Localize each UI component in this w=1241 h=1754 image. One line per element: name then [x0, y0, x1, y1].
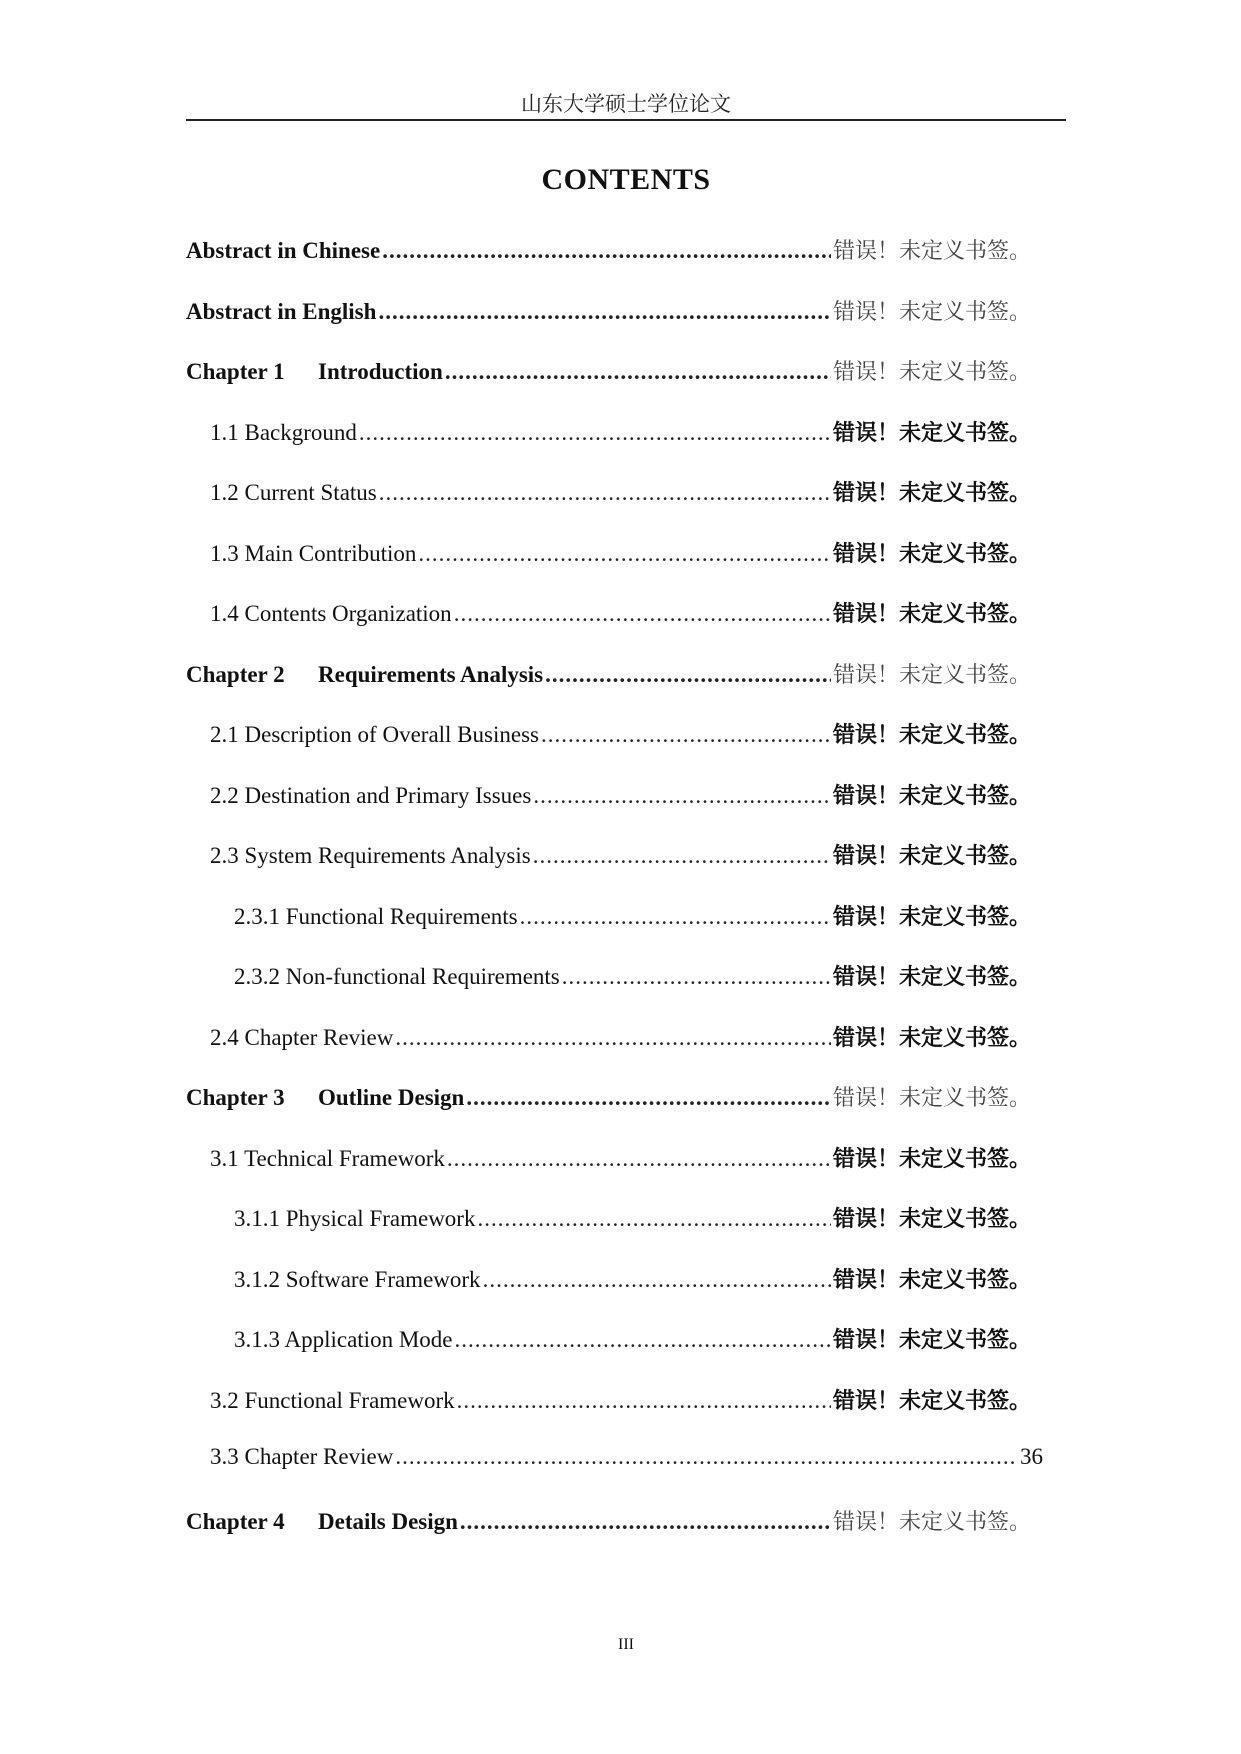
toc-entry-text: 3.1.1 Physical Framework	[234, 1206, 476, 1231]
toc-dot-leader	[533, 783, 831, 809]
toc-entry-label	[210, 420, 357, 446]
toc-page-ref: 错误！未定义书签。	[832, 239, 1031, 264]
toc-entry-label	[210, 1146, 445, 1172]
header-rule	[186, 119, 1066, 121]
toc-entry[interactable]	[234, 960, 1031, 994]
toc-dot-leader	[545, 662, 831, 688]
toc-page-ref: 错误！未定义书签。	[832, 663, 1031, 688]
toc-entry[interactable]	[210, 597, 1031, 631]
toc-entry[interactable]	[186, 1081, 1031, 1115]
toc-entry-label	[210, 722, 539, 748]
toc-chapter-number: Chapter 3	[186, 1085, 285, 1110]
toc-entry-label	[234, 1206, 475, 1232]
toc-entry[interactable]	[210, 1021, 1031, 1055]
toc-dot-leader	[359, 420, 831, 446]
toc-entry-text: Outline Design	[318, 1085, 465, 1110]
toc-entry[interactable]	[186, 295, 1031, 329]
toc-page-ref: 错误！未定义书签。	[832, 1026, 1031, 1051]
toc-dot-leader	[533, 843, 831, 869]
toc-title: CONTENTS	[541, 163, 711, 196]
toc-dot-leader	[447, 1146, 831, 1172]
toc-entry-label	[186, 1085, 464, 1111]
toc-entry-text: Abstract in English	[186, 299, 377, 324]
toc-entry-label	[186, 299, 376, 325]
toc-entry-text: 3.1.2 Software Framework	[234, 1267, 481, 1292]
toc-entry[interactable]	[186, 355, 1031, 389]
toc-entry[interactable]	[210, 416, 1031, 450]
toc-entry-label	[210, 783, 531, 809]
toc-dot-leader	[395, 1025, 831, 1051]
toc-entry-text: 2.2 Destination and Primary Issues	[210, 783, 532, 808]
toc-entry-label	[234, 904, 518, 930]
toc-page-ref: 错误！未定义书签。	[832, 1268, 1031, 1293]
toc-dot-leader	[445, 359, 831, 385]
toc-dot-leader	[454, 601, 831, 627]
toc-entry-text: Details Design	[318, 1509, 458, 1534]
toc-entry[interactable]	[210, 839, 1031, 873]
toc-entry-text: 1.4 Contents Organization	[210, 601, 452, 626]
toc-page-ref: 错误！未定义书签。	[832, 360, 1031, 385]
toc-page-ref: 错误！未定义书签。	[832, 1086, 1031, 1111]
toc-page-ref: 错误！未定义书签。	[832, 602, 1031, 627]
page-number: III	[618, 1636, 634, 1653]
toc-page-ref: 错误！未定义书签。	[832, 1389, 1031, 1414]
toc-page-ref: 36	[1020, 1444, 1043, 1469]
toc-entry-label	[210, 1025, 393, 1051]
toc-entry-text: Introduction	[318, 359, 443, 384]
toc-entry-label	[234, 1267, 481, 1293]
toc-dot-leader	[466, 1085, 831, 1111]
toc-entry-text: 3.3 Chapter Review	[210, 1444, 394, 1469]
toc-entry[interactable]	[186, 234, 1031, 268]
toc-dot-leader	[477, 1206, 831, 1232]
toc-entry-label	[210, 601, 452, 627]
toc-page-ref: 错误！未定义书签。	[832, 723, 1031, 748]
toc-dot-leader	[378, 299, 831, 325]
toc-dot-leader	[520, 904, 831, 930]
toc-entry-text: 1.3 Main Contribution	[210, 541, 417, 566]
toc-entry[interactable]	[210, 1444, 1043, 1478]
toc-page-ref: 错误！未定义书签。	[832, 1147, 1031, 1172]
toc-entry[interactable]	[186, 1505, 1031, 1539]
toc-entry[interactable]	[234, 1323, 1031, 1357]
toc-entry-text: Requirements Analysis	[318, 662, 544, 687]
toc-dot-leader	[454, 1327, 831, 1353]
toc-entry[interactable]	[234, 1202, 1031, 1236]
running-header: 山东大学硕士学位论文	[521, 92, 731, 116]
toc-dot-leader	[379, 480, 831, 506]
toc-chapter-number: Chapter 2	[186, 662, 285, 687]
toc-entry-text: 3.2 Functional Framework	[210, 1388, 455, 1413]
toc-entry-text: 2.3.2 Non-functional Requirements	[234, 964, 560, 989]
toc-entry[interactable]	[210, 1384, 1031, 1418]
toc-dot-leader	[418, 541, 831, 567]
toc-page-ref: 错误！未定义书签。	[832, 844, 1031, 869]
toc-entry[interactable]	[234, 1263, 1031, 1297]
toc-entry[interactable]	[210, 476, 1031, 510]
toc-entry-label	[186, 1509, 458, 1535]
toc-dot-leader	[541, 722, 831, 748]
toc-entry-label	[234, 1327, 452, 1353]
toc-page-ref: 错误！未定义书签。	[832, 1328, 1031, 1353]
toc-dot-leader	[483, 1267, 831, 1293]
toc-dot-leader	[460, 1509, 831, 1535]
toc-entry[interactable]	[186, 658, 1031, 692]
toc-page-ref: 错误！未定义书签。	[832, 1510, 1031, 1535]
toc-entry[interactable]	[210, 718, 1031, 752]
toc-entry-label	[210, 1388, 455, 1414]
toc-entry[interactable]	[210, 1142, 1031, 1176]
toc-page-ref: 错误！未定义书签。	[832, 421, 1031, 446]
toc-page-ref: 错误！未定义书签。	[832, 300, 1031, 325]
toc-chapter-number: Chapter 4	[186, 1509, 285, 1534]
toc-dot-leader	[562, 964, 831, 990]
toc-entry-label	[186, 359, 443, 385]
toc-entry-label	[186, 238, 380, 264]
toc-entry-label	[210, 843, 531, 869]
toc-entry-label	[210, 480, 377, 506]
toc-page-ref: 错误！未定义书签。	[832, 784, 1031, 809]
toc-entry-label	[234, 964, 560, 990]
toc-page-ref: 错误！未定义书签。	[832, 905, 1031, 930]
toc-dot-leader	[382, 238, 831, 264]
toc-page-ref: 错误！未定义书签。	[832, 1207, 1031, 1232]
toc-entry-label	[210, 1444, 393, 1470]
toc-chapter-number: Chapter 1	[186, 359, 285, 384]
toc-dot-leader	[457, 1388, 831, 1414]
toc-page-ref: 错误！未定义书签。	[832, 542, 1031, 567]
toc-entry-text: 1.2 Current Status	[210, 480, 377, 505]
toc-page-ref: 错误！未定义书签。	[832, 965, 1031, 990]
toc-entry-text: 2.4 Chapter Review	[210, 1025, 394, 1050]
toc-page-ref: 错误！未定义书签。	[832, 481, 1031, 506]
toc-entry-text: 2.3.1 Functional Requirements	[234, 904, 518, 929]
toc-entry-text: 2.3 System Requirements Analysis	[210, 843, 531, 868]
toc-dot-leader	[395, 1444, 1018, 1470]
toc-entry-label	[186, 662, 543, 688]
toc-entry-text: 3.1 Technical Framework	[210, 1146, 445, 1171]
toc-entry-text: 3.1.3 Application Mode	[234, 1327, 453, 1352]
toc-entry-label	[210, 541, 416, 567]
toc-entry[interactable]	[234, 900, 1031, 934]
toc-entry-text: Abstract in Chinese	[186, 238, 381, 263]
toc-entry-text: 1.1 Background	[210, 420, 357, 445]
toc-entry[interactable]	[210, 537, 1031, 571]
toc-entry[interactable]	[210, 779, 1031, 813]
toc-entry-text: 2.1 Description of Overall Business	[210, 722, 539, 747]
